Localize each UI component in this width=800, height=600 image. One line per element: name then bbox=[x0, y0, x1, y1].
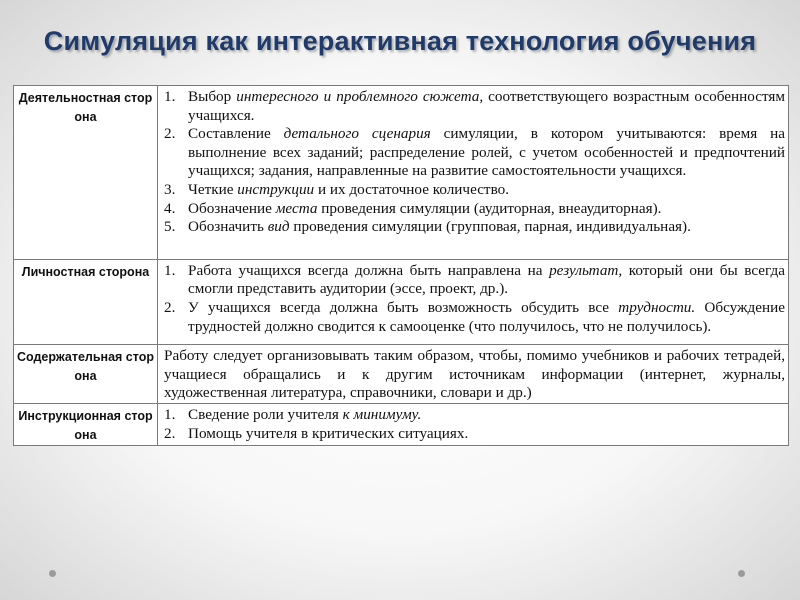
list-item bbox=[161, 88, 785, 125]
item-text bbox=[188, 299, 785, 336]
item-text bbox=[188, 125, 785, 181]
text-fragment: Обозначение bbox=[188, 199, 276, 217]
list-item bbox=[161, 181, 785, 200]
text-fragment: Работа учащихся всегда должна быть направлена на bbox=[188, 261, 550, 279]
text-fragment: и их достаточное количество. bbox=[314, 180, 510, 198]
aspect-label: Деятельностная сторона bbox=[14, 86, 158, 260]
item-number: 2. bbox=[164, 298, 176, 316]
paragraph-text: Работу следует организовывать таким образом, чтобы, помимо учебников и рабочих тетрадей, учащиеся обращались и к другим источникам информации (интернет, журналы, художественная литература, справочники, словари и др.) bbox=[164, 347, 785, 402]
list-item bbox=[161, 125, 785, 181]
item-number: 1. bbox=[164, 88, 176, 105]
text-fragment: , соответствующего возрастным особенностям учащихся. bbox=[188, 88, 785, 124]
item-number: 5. bbox=[164, 218, 176, 236]
text-fragment: Сведение роли учителя bbox=[188, 405, 343, 423]
text-fragment: , который они бы всегда смогли представить аудитории (эссе, проект, др.). bbox=[188, 261, 785, 298]
aspect-label: Содержательная сторона bbox=[14, 345, 158, 404]
table-row bbox=[14, 86, 789, 260]
text-fragment: проведения симуляции (аудиторная, внеаудиторная). bbox=[317, 199, 662, 217]
item-text bbox=[188, 88, 785, 125]
text-fragment: Четкие bbox=[188, 180, 238, 198]
text-fragment: У учащихся всегда должна быть возможность обсудить все bbox=[188, 298, 619, 316]
numbered-list bbox=[161, 262, 785, 336]
aspect-content bbox=[158, 259, 789, 344]
list-item bbox=[161, 200, 785, 219]
list-item bbox=[161, 299, 785, 336]
list-item bbox=[161, 425, 785, 444]
item-number: 1. bbox=[164, 405, 176, 423]
item-number: 3. bbox=[164, 180, 176, 198]
table-row bbox=[14, 403, 789, 445]
emphasized-text: инструкции bbox=[237, 180, 315, 198]
emphasized-text: трудности. bbox=[618, 298, 696, 316]
text-fragment: Обсуждение трудностей должно сводится к самооценке (что получилось, что не получилось). bbox=[188, 298, 786, 335]
text-fragment: Выбор bbox=[188, 88, 237, 105]
text-fragment: Помощь учителя в критических ситуациях. bbox=[188, 424, 469, 442]
numbered-list bbox=[161, 406, 785, 443]
text-fragment: Обозначить bbox=[188, 218, 268, 236]
item-text bbox=[188, 181, 785, 200]
list-item bbox=[161, 218, 785, 237]
item-text bbox=[188, 425, 785, 444]
emphasized-text: детального сценария bbox=[283, 125, 431, 143]
list-item bbox=[161, 262, 785, 299]
table-row bbox=[14, 345, 789, 404]
text-fragment: Составление bbox=[188, 125, 284, 143]
item-number: 1. bbox=[164, 261, 176, 279]
decor-dot-right bbox=[738, 570, 745, 577]
table-body bbox=[14, 86, 789, 446]
text-fragment: симуляции, в котором учитываются: время на выполнение всех заданий; распределение ролей, с учетом особенностей и предпочтений учащихся; задания, направленные на развитие самостоятельности учащихся. bbox=[188, 125, 785, 180]
emphasized-text: места bbox=[275, 199, 318, 217]
emphasized-text: к минимуму. bbox=[342, 405, 422, 423]
emphasized-text: результат bbox=[549, 261, 619, 279]
item-text bbox=[188, 200, 785, 219]
item-number: 2. bbox=[164, 424, 176, 442]
numbered-list bbox=[161, 88, 785, 237]
item-number: 4. bbox=[164, 199, 176, 217]
item-text bbox=[188, 406, 785, 425]
aspect-content bbox=[158, 345, 789, 404]
list-item bbox=[161, 406, 785, 425]
aspect-content bbox=[158, 403, 789, 445]
aspect-label: Инструкционная сторона bbox=[14, 403, 158, 445]
item-number: 2. bbox=[164, 125, 176, 143]
aspect-content bbox=[158, 86, 789, 260]
item-text bbox=[188, 218, 785, 237]
text-fragment: проведения симуляции (групповая, парная, индивидуальная). bbox=[289, 218, 691, 236]
emphasized-text: интересного и проблемного сюжета bbox=[236, 88, 480, 105]
decor-dot-left bbox=[49, 570, 56, 577]
aspect-label: Личностная сторона bbox=[14, 259, 158, 344]
item-text bbox=[188, 262, 785, 299]
table-row bbox=[14, 259, 789, 344]
emphasized-text: вид bbox=[267, 218, 290, 236]
slide-title: Симуляция как интерактивная технология обучения bbox=[43, 26, 757, 56]
aspects-table bbox=[13, 85, 789, 446]
